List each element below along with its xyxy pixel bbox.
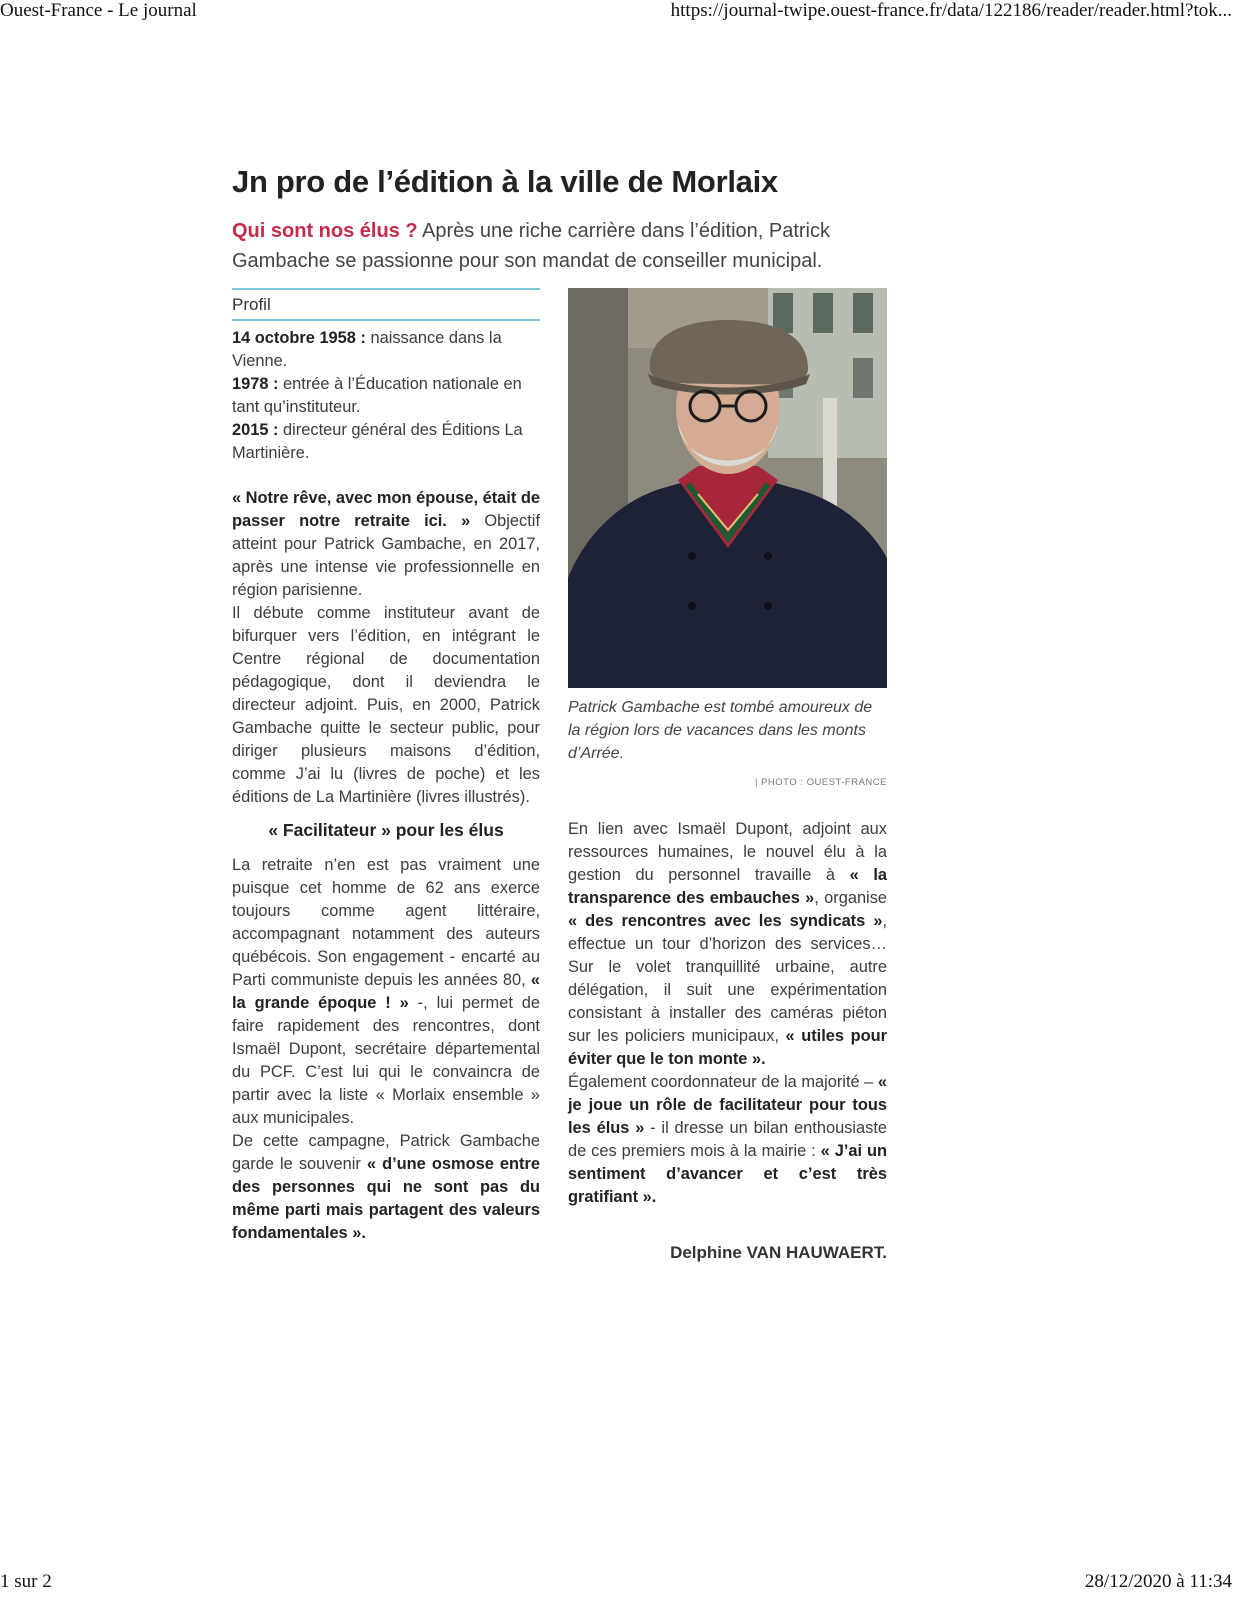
article (232, 160, 904, 1330)
paragraph (232, 854, 540, 1130)
article-subhead: « Facilitateur » pour les élus (268, 820, 504, 840)
paragraph (568, 818, 887, 1071)
print-datetime: 28/12/2020 à 11:34 (1084, 1571, 1232, 1592)
paragraph-text: - il dresse un bilan enthousiaste de ces premiers mois à la mairie : (568, 1119, 887, 1160)
bio-list (232, 327, 540, 465)
print-page-number: 1 sur 2 (0, 1571, 52, 1592)
quote: « J’ai un sentiment d’avancer et c’est très gratifiant ». (568, 1142, 887, 1206)
bio-date: 1978 : (232, 375, 279, 393)
quote: « la transparence des embauches » (568, 866, 887, 907)
quote: « la grande époque ! » (232, 971, 540, 1012)
paragraph-text: La retraite n’en est pas vraiment une puisque cet homme de 62 ans exerce toujours comme agent littéraire, accompagnant notamment des auteurs québécois. Son engagement - encarté au Parti communiste depuis les années 80, (232, 856, 540, 989)
portrait-photo (568, 288, 887, 688)
paragraph-text: En lien avec Ismaël Dupont, adjoint aux ressources humaines, le nouvel élu à la gestion du personnel travaille à (568, 820, 887, 884)
print-header (0, 0, 1236, 26)
print-footer (0, 1571, 1236, 1597)
bio-date: 14 octobre 1958 : (232, 329, 366, 347)
quote: « d’une osmose entre des personnes qui ne sont pas du même parti mais partagent des valeurs fondamentales ». (232, 1155, 540, 1242)
photo-credit: | PHOTO : OUEST-FRANCE (754, 777, 887, 788)
deck-kicker: Qui sont nos élus ? (232, 220, 418, 242)
profil-title: Profil (232, 295, 271, 314)
paragraph (568, 1071, 887, 1209)
left-body (232, 487, 540, 1245)
paragraph-text: -, lui permet de faire rapidement des rencontres, dont Ismaël Dupont, secrétaire départemental du PCF. C’est lui qui le convaincra de partir avec la liste « Morlaix ensemble » aux municipales. (232, 994, 541, 1127)
intro-quote: « Notre rêve, avec mon épouse, était de passer notre retraite ici. » (232, 489, 540, 530)
paragraph-text: Objectif atteint pour Patrick Gambache, en 2017, après une intense vie professionnelle en région parisienne. (232, 512, 540, 599)
paragraph: Il débute comme instituteur avant de bifurquer vers l’édition, en intégrant le Centre régional de documentation pédagogique, dont il deviendra le directeur adjoint. Puis, en 2000, Patrick Gambache quitte le secteur public, pour diriger plusieurs maisons d’édition, comme J’ai lu (livres de poche) et les éditions de La Martinière (livres illustrés). (232, 604, 540, 806)
paragraph (232, 1130, 540, 1245)
quote: « des rencontres avec les syndicats » (568, 912, 883, 930)
bio-text: entrée à l’Éducation nationale en tant qu’instituteur. (232, 375, 522, 416)
photo-caption: Patrick Gambache est tombé amoureux de la région lors de vacances dans les monts d’Arrée. (568, 699, 873, 762)
right-body (568, 818, 887, 1209)
paragraph-text: Également coordonnateur de la majorité – (568, 1073, 878, 1091)
bio-item (232, 373, 540, 419)
paragraph-text: , organise (814, 889, 888, 907)
bio-item (232, 327, 540, 373)
article-headline: Jn pro de l’édition à la ville de Morlaix (232, 164, 778, 199)
bio-text: directeur général des Éditions La Martinière. (232, 421, 523, 462)
article-byline: Delphine VAN HAUWAERT. (670, 1243, 887, 1262)
quote: « utiles pour éviter que le ton monte ». (568, 1027, 887, 1068)
left-column (232, 288, 540, 1245)
bio-text: naissance dans la Vienne. (232, 329, 502, 370)
print-url: https://journal-twipe.ouest-france.fr/data/122186/reader/reader.html?tok... (670, 0, 1232, 21)
bio-date: 2015 : (232, 421, 279, 439)
paragraph-text: De cette campagne, Patrick Gambache garde le souvenir (232, 1132, 540, 1173)
portrait-illustration (568, 288, 887, 688)
paragraph (232, 487, 540, 602)
profil-box (232, 288, 540, 321)
article-deck (232, 216, 904, 276)
right-column (568, 288, 887, 1264)
paragraph-text: , effectue un tour d’horizon des services… Sur le volet tranquillité urbaine, autre délégation, il suit une expérimentation consistant à installer des caméras piéton sur les policiers municipaux, (568, 912, 887, 1045)
bio-item (232, 419, 540, 465)
print-page-title: Ouest-France - Le journal (0, 0, 197, 21)
deck-text: Après une riche carrière dans l’édition, Patrick Gambache se passionne pour son mandat de conseiller municipal. (232, 220, 830, 272)
quote: « je joue un rôle de facilitateur pour tous les élus » (568, 1073, 887, 1137)
